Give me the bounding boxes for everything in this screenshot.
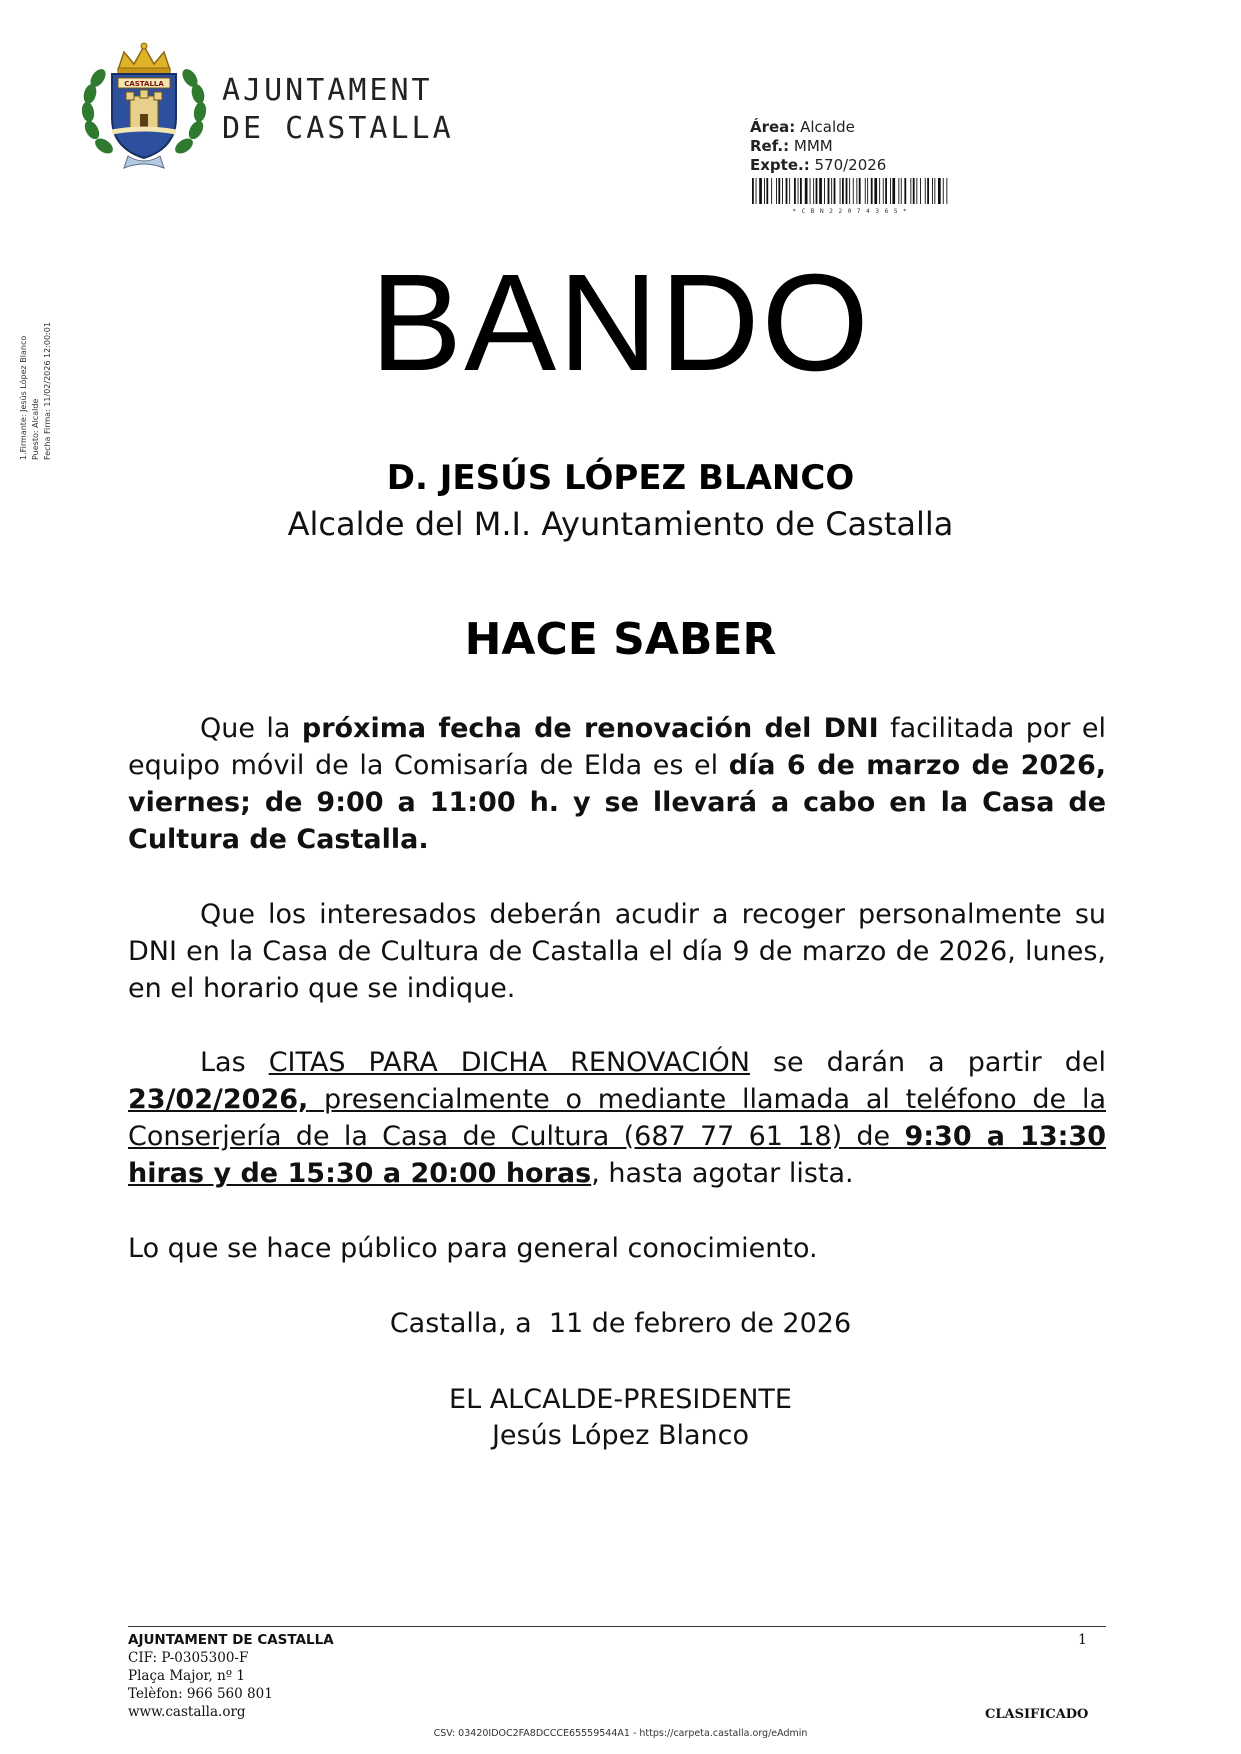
side-strip-signer: 1.Firmante: Jesús López Blanco bbox=[19, 335, 28, 460]
barcode-bar bbox=[842, 178, 844, 204]
barcode-bar bbox=[898, 178, 899, 204]
barcode-bar bbox=[867, 178, 868, 204]
announcement-heading: HACE SABER bbox=[464, 614, 777, 665]
footer-divider bbox=[128, 1626, 1106, 1627]
barcode-bar bbox=[831, 178, 832, 204]
barcode-bar bbox=[819, 178, 822, 204]
barcode-bar bbox=[932, 178, 933, 204]
barcode-bar bbox=[805, 178, 808, 204]
p3-text-b: CITAS PARA DICHA RENOVACIÓN bbox=[268, 1047, 750, 1078]
barcode-bar bbox=[874, 178, 877, 204]
p3-text-c: se darán a partir del bbox=[749, 1047, 1106, 1078]
barcode-bar bbox=[925, 178, 926, 204]
barcode-bar bbox=[865, 178, 866, 204]
barcode-bar bbox=[834, 178, 836, 204]
barcode-bar bbox=[800, 178, 802, 204]
barcode-bar bbox=[927, 178, 929, 204]
barcode-bar bbox=[816, 178, 818, 204]
barcode-bar bbox=[859, 178, 861, 204]
signer-name: Jesús López Blanco bbox=[491, 1420, 750, 1451]
signer-title: EL ALCALDE-PRESIDENTE bbox=[449, 1384, 792, 1415]
footer-contact bbox=[128, 1631, 334, 1721]
ref-row bbox=[750, 137, 886, 156]
p3-text-g: , hasta agotar lista. bbox=[591, 1158, 854, 1189]
p3-text-d: 23/02/2026, bbox=[128, 1084, 309, 1115]
barcode-bar bbox=[871, 178, 873, 204]
barcode-bar bbox=[778, 178, 780, 204]
p1-text-a: Que la bbox=[200, 713, 302, 744]
csv-verification-line: CSV: 03420IDOC2FA8DCCCE65559544A1 - https://carpeta.castalla.org/eAdmin bbox=[433, 1728, 808, 1739]
barcode-bar bbox=[789, 178, 790, 204]
footer-org: AJUNTAMENT DE CASTALLA bbox=[128, 1632, 334, 1648]
paragraph-public-notice: Lo que se hace público para general conocimiento. bbox=[128, 1233, 818, 1264]
barcode-bar bbox=[764, 178, 765, 204]
barcode-bar bbox=[824, 178, 825, 204]
mayor-name: D. JESÚS LÓPEZ BLANCO bbox=[386, 458, 855, 498]
p2-text: Que los interesados deberán acudir a recoger personalmente su DNI en la Casa de Cultura de Castalla el día 9 de marzo de 2026, lunes, en el horario que se indique. bbox=[128, 899, 1106, 1004]
barcode-bar bbox=[759, 178, 762, 204]
barcode-bar bbox=[938, 178, 941, 204]
document-barcode bbox=[750, 178, 950, 214]
p3-text-a: Las bbox=[200, 1047, 269, 1078]
barcode-bar bbox=[920, 178, 921, 204]
footer-phone: Telèfon: 966 560 801 bbox=[128, 1686, 273, 1702]
barcode-bar bbox=[879, 178, 880, 204]
barcode-bar bbox=[846, 178, 848, 204]
barcode-bar bbox=[901, 178, 902, 204]
org-name-line-1: AJUNTAMENT bbox=[222, 73, 433, 108]
ref-value: MMM bbox=[793, 137, 833, 155]
area-value: Alcalde bbox=[800, 118, 855, 136]
barcode-bar bbox=[771, 178, 772, 204]
barcode-bar bbox=[910, 178, 911, 204]
barcode-bar bbox=[798, 178, 799, 204]
paragraph-renewal-date bbox=[128, 710, 1106, 858]
barcode-bar bbox=[813, 178, 814, 204]
barcode-bar bbox=[810, 178, 811, 204]
place-and-date: Castalla, a 11 de febrero de 2026 bbox=[389, 1308, 852, 1339]
barcode-bar bbox=[934, 178, 935, 204]
footer-website-link[interactable]: www.castalla.org bbox=[128, 1704, 246, 1720]
barcode-bar bbox=[786, 178, 788, 204]
barcode-bar bbox=[840, 178, 841, 204]
barcode-bar bbox=[946, 178, 947, 204]
reference-block bbox=[750, 118, 886, 175]
p3-text-f: 9:30 a 13:30 hiras y de 15:30 a 20:00 horas bbox=[128, 1121, 1106, 1189]
org-name-line-2: DE CASTALLA bbox=[222, 111, 454, 146]
expte-label: Expte.: bbox=[750, 156, 810, 174]
barcode-bar bbox=[853, 178, 854, 204]
barcode-bar bbox=[913, 178, 915, 204]
barcode-bar bbox=[828, 178, 830, 204]
expte-value: 570/2026 bbox=[814, 156, 887, 174]
mayor-role: Alcalde del M.I. Ayuntamiento de Castalla bbox=[287, 505, 954, 543]
seal-text: CASTALLA bbox=[124, 80, 164, 88]
paragraph-appointments bbox=[128, 1044, 1106, 1192]
barcode-bar bbox=[766, 178, 768, 204]
p1-text-b: próxima fecha de renovación del DNI bbox=[301, 713, 879, 744]
org-name bbox=[222, 72, 454, 148]
side-strip-position: Puesto: Alcalde bbox=[31, 398, 40, 460]
barcode-bar bbox=[849, 178, 850, 204]
page-number: 1 bbox=[1078, 1632, 1087, 1648]
barcode-bar bbox=[904, 178, 906, 204]
document-title: BANDO bbox=[370, 246, 871, 400]
barcode-bar bbox=[916, 178, 917, 204]
side-strip-date: Fecha Firma: 11/02/2026 12:00:01 bbox=[43, 322, 52, 460]
footer-cif: CIF: P-0305300-F bbox=[128, 1650, 249, 1666]
paragraph-collection bbox=[128, 896, 1106, 1007]
barcode-bar bbox=[885, 178, 887, 204]
p1-text-c: facilitada por el equipo móvil de la Comisaría de Elda es el bbox=[128, 713, 1106, 781]
barcode-bar bbox=[856, 178, 857, 204]
barcode-bar bbox=[752, 178, 754, 204]
classification-label: CLASIFICADO bbox=[985, 1707, 1089, 1722]
barcode-bar bbox=[776, 178, 777, 204]
ref-label: Ref.: bbox=[750, 137, 790, 155]
barcode-caption: * C B N 2 2 0 7 4 3 6 5 * bbox=[792, 208, 908, 214]
barcode-bar bbox=[890, 178, 891, 204]
expte-row bbox=[750, 156, 886, 175]
barcode-bar bbox=[943, 178, 944, 204]
barcode-bar bbox=[892, 178, 895, 204]
area-label: Área: bbox=[750, 118, 796, 136]
barcode-bar bbox=[756, 178, 757, 204]
barcode-bar bbox=[782, 178, 783, 204]
barcode-bar bbox=[794, 178, 796, 204]
castalla-coat-of-arms-logo bbox=[78, 40, 210, 172]
footer-address: Plaça Major, nº 1 bbox=[128, 1668, 246, 1684]
area-row bbox=[750, 118, 886, 137]
p3-text-e: presencialmente o mediante llamada al teléfono de la Conserjería de la Casa de Cultura (687 77 61 18) de bbox=[128, 1084, 1106, 1152]
p1-text-d: día 6 de marzo de 2026, viernes; de 9:00 a 11:00 h. y se llevará a cabo en la Casa de Cultura de Castalla. bbox=[128, 750, 1106, 855]
barcode-bar bbox=[883, 178, 884, 204]
